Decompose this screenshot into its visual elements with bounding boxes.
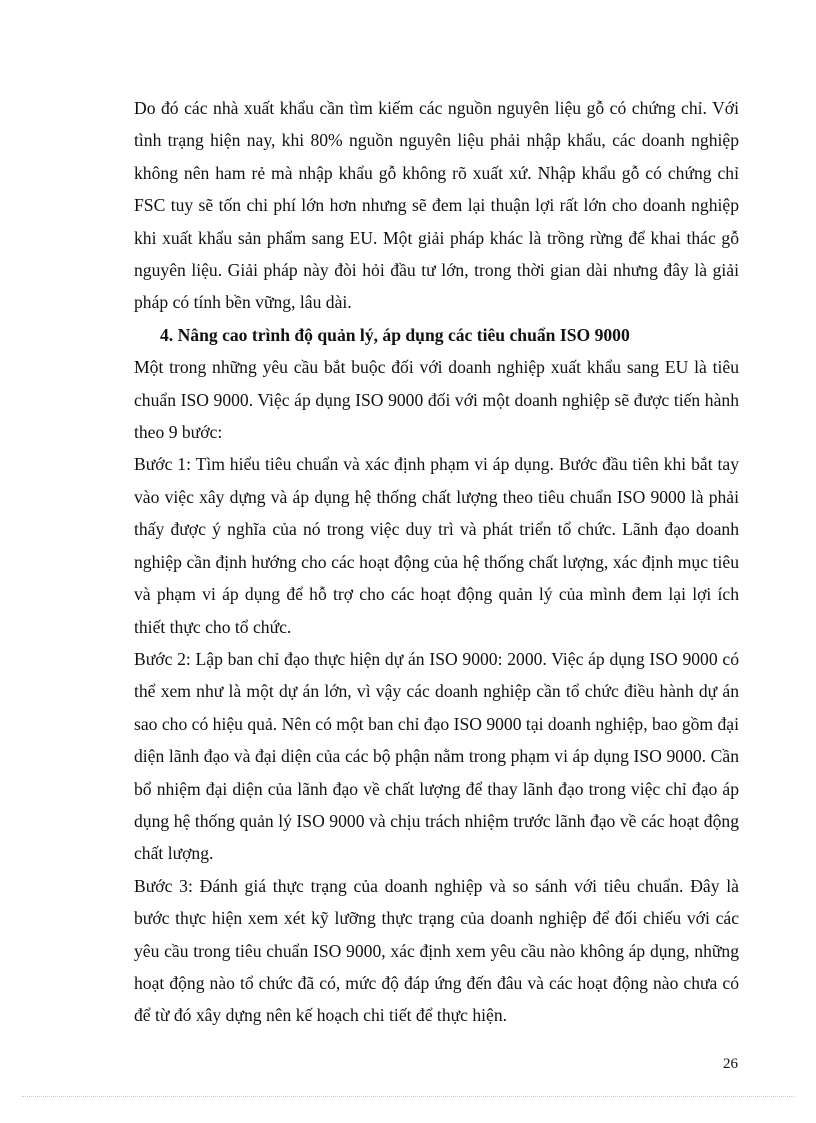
paragraph-step-3: Bước 3: Đánh giá thực trạng của doanh nghiệp và so sánh với tiêu chuẩn. Đây là bước thực hiện xem xét kỹ lưỡng thực trạng của doanh nghiệp để đối chiếu với các yêu cầu trong tiêu chuẩn ISO 9000, xác định xem yêu cầu nào không áp dụng, những hoạt động nào tổ chức đã có, mức độ đáp ứng đến đâu và các hoạt động nào chưa có để từ đó xây dựng nên kế hoạch chi tiết để thực hiện. [134, 875, 739, 1026]
paragraph-step-2: Bước 2: Lập ban chỉ đạo thực hiện dự án ISO 9000: 2000. Việc áp dụng ISO 9000 có thể xem như là một dự án lớn, vì vậy các doanh nghiệp cần tổ chức điều hành dự án sao cho có hiệu quả. Nên có một ban chỉ đạo ISO 9000 tại doanh nghiệp, bao gồm đại diện lãnh đạo và đại diện của các bộ phận nằm trong phạm vi áp dụng ISO 9000. Cần bổ nhiệm đại diện của lãnh đạo về chất lượng để thay lãnh đạo trong việc chỉ đạo áp dụng hệ thống quản lý ISO 9000 và chịu trách nhiệm trước lãnh đạo về các hoạt động chất lượng. [134, 648, 739, 864]
paragraph-iso-intro: Một trong những yêu cầu bắt buộc đối với doanh nghiệp xuất khẩu sang EU là tiêu chuẩn ISO 9000. Việc áp dụng ISO 9000 đối với một doanh nghiệp sẽ được tiến hành theo 9 bước: [134, 357, 739, 443]
document-body [134, 92, 739, 1032]
page-bottom-divider [22, 1096, 794, 1097]
paragraph-wood-certification: Do đó các nhà xuất khẩu cần tìm kiếm các nguồn nguyên liệu gỗ có chứng chỉ. Với tình trạng hiện nay, khi 80% nguồn nguyên liệu phải nhập khẩu, các doanh nghiệp không nên ham rẻ mà nhập khẩu gỗ không rõ xuất xứ. Nhập khẩu gỗ có chứng chỉ FSC tuy sẽ tốn chi phí lớn hơn nhưng sẽ đem lại thuận lợi rất lớn cho doanh nghiệp khi xuất khẩu sản phẩm sang EU. Một giải pháp khác là trồng rừng để khai thác gỗ nguyên liệu. Giải pháp này đòi hỏi đầu tư lớn, trong thời gian dài nhưng đây là giải pháp có tính bền vững, lâu dài. [134, 98, 739, 313]
page-number: 26 [723, 1056, 738, 1072]
section-heading-iso-9000: 4. Nâng cao trình độ quản lý, áp dụng các tiêu chuẩn ISO 9000 [160, 324, 630, 345]
paragraph-step-1: Bước 1: Tìm hiểu tiêu chuẩn và xác định phạm vi áp dụng. Bước đầu tiên khi bắt tay vào việc xây dựng và áp dụng hệ thống chất lượng theo tiêu chuẩn ISO 9000 là phải thấy được ý nghĩa của nó trong việc duy trì và phát triển tổ chức. Lãnh đạo doanh nghiệp cần định hướng cho các hoạt động của hệ thống chất lượng, xác định mục tiêu và phạm vi áp dụng để hỗ trợ cho các hoạt động quản lý của mình đem lại lợi ích thiết thực cho tổ chức. [134, 454, 739, 637]
